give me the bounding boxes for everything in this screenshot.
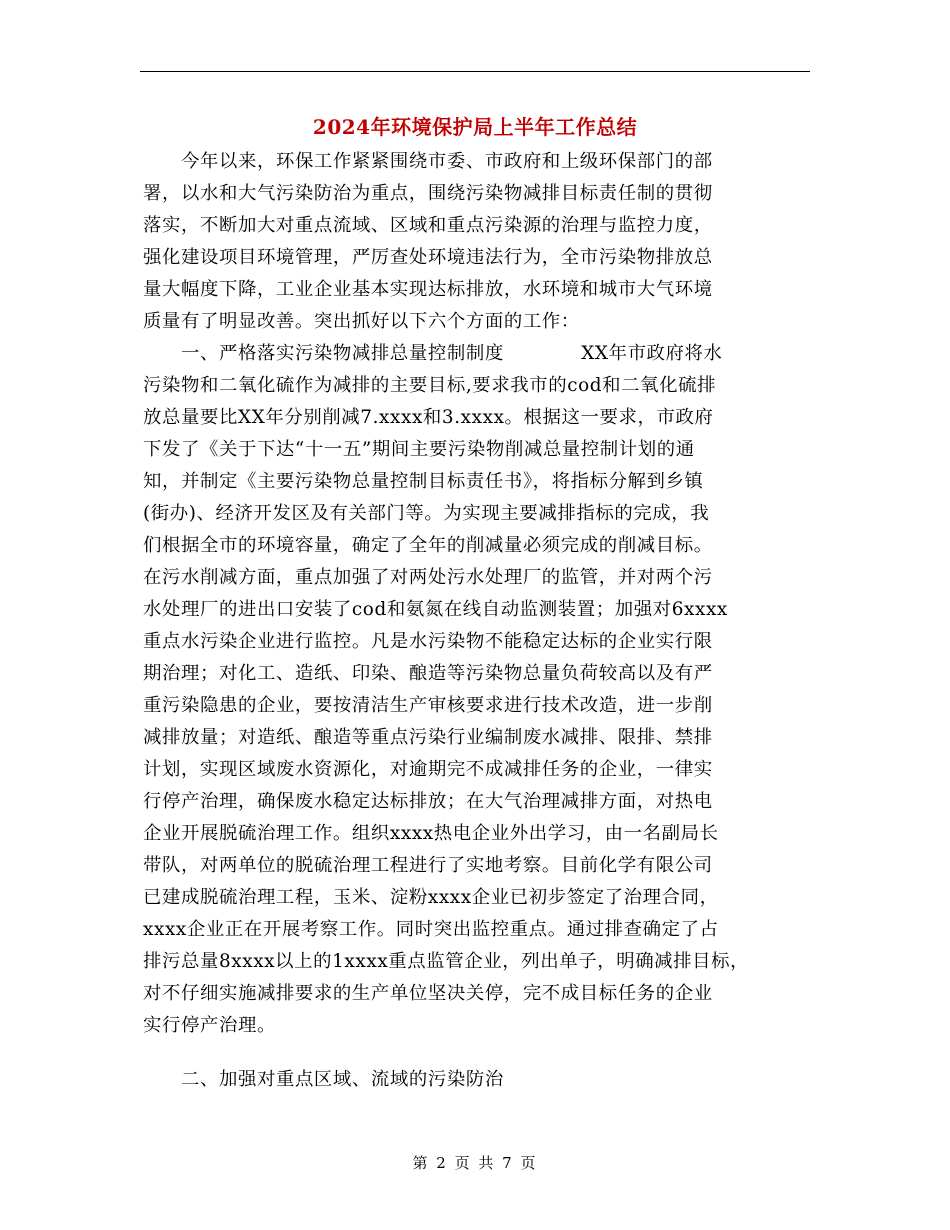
text-line: xxxx企业正在开展考察工作。同时突出监控重点。通过排查确定了占 [143,919,719,940]
text-line: 实行停产治理。 [143,1015,276,1036]
text-line: 下发了《关于下达“十一五”期间主要污染物削减总量控制计划的通 [143,439,695,460]
text-line: 计划，实现区域废水资源化，对逾期完不成减排任务的企业，一律实 [143,759,713,780]
text-line: 重污染隐患的企业，要按清洁生产审核要求进行技术改造，进一步削 [143,695,713,716]
text-line: 排污总量8xxxx以上的1xxxx重点监管企业，列出单子，明确减排目标， [143,951,750,972]
text-line: 质量有了明显改善。突出抓好以下六个方面的工作： [143,311,580,332]
text-line: 企业开展脱硫治理工作。组织xxxx热电企业外出学习，由一名副局长 [143,823,719,844]
text-line: 知，并制定《主要污染物总量控制目标责任书》，将指标分解到乡镇 [143,471,704,492]
text-line: 强化建设项目环境管理，严厉查处环境违法行为，全市污染物排放总 [143,247,713,268]
text-line: 们根据全市的环境容量，确定了全年的削减量必须完成的削减目标。 [143,535,713,556]
text-line: (街办)、经济开发区及有关部门等。为实现主要减排指标的完成，我 [143,503,710,524]
text-line: 已建成脱硫治理工程，玉米、淀粉xxxx企业已初步签定了治理合同， [143,887,719,908]
page-footer: 第 2 页 共 7 页 [412,1154,538,1172]
document-title: 2024年环境保护局上半年工作总结 [312,115,638,139]
text-line: 重点水污染企业进行监控。凡是水污染物不能稳定达标的企业实行限 [143,631,713,652]
text-line: 在污水削减方面，重点加强了对两处污水处理厂的监管，并对两个污 [143,567,713,588]
text-line: 水处理厂的进出口安装了cod和氨氮在线自动监测装置；加强对6xxxx [143,599,728,620]
text-line: 署，以水和大气污染防治为重点，围绕污染物减排目标责任制的贯彻 [143,183,713,204]
text-line: 污染物和二氧化硫作为减排的主要目标,要求我市的cod和二氧化硫排 [143,375,717,396]
text-line: 减排放量；对造纸、酿造等重点污染行业编制废水减排、限排、禁排 [143,727,713,748]
text-line: 量大幅度下降，工业企业基本实现达标排放，水环境和城市大气环境 [143,279,713,300]
text-line: 放总量要比XX年分别削减7.xxxx和3.xxxx。根据这一要求，市政府 [143,407,714,428]
text-line: 带队，对两单位的脱硫治理工程进行了实地考察。目前化学有限公司 [143,855,713,876]
text-line: 一、严格落实污染物减排总量控制制度 XX年市政府将水 [181,343,723,364]
text-line: 行停产治理，确保废水稳定达标排放；在大气治理减排方面，对热电 [143,791,713,812]
section-heading: 二、加强对重点区域、流域的污染防治 [181,1069,504,1090]
text-line: 期治理；对化工、造纸、印染、酿造等污染物总量负荷较高以及有严 [143,663,713,684]
header-rule [140,71,810,72]
text-line: 对不仔细实施减排要求的生产单位坚决关停，完不成目标任务的企业 [143,983,713,1004]
text-line: 今年以来，环保工作紧紧围绕市委、市政府和上级环保部门的部 [181,151,713,172]
text-line: 落实，不断加大对重点流域、区域和重点污染源的治理与监控力度， [143,215,713,236]
